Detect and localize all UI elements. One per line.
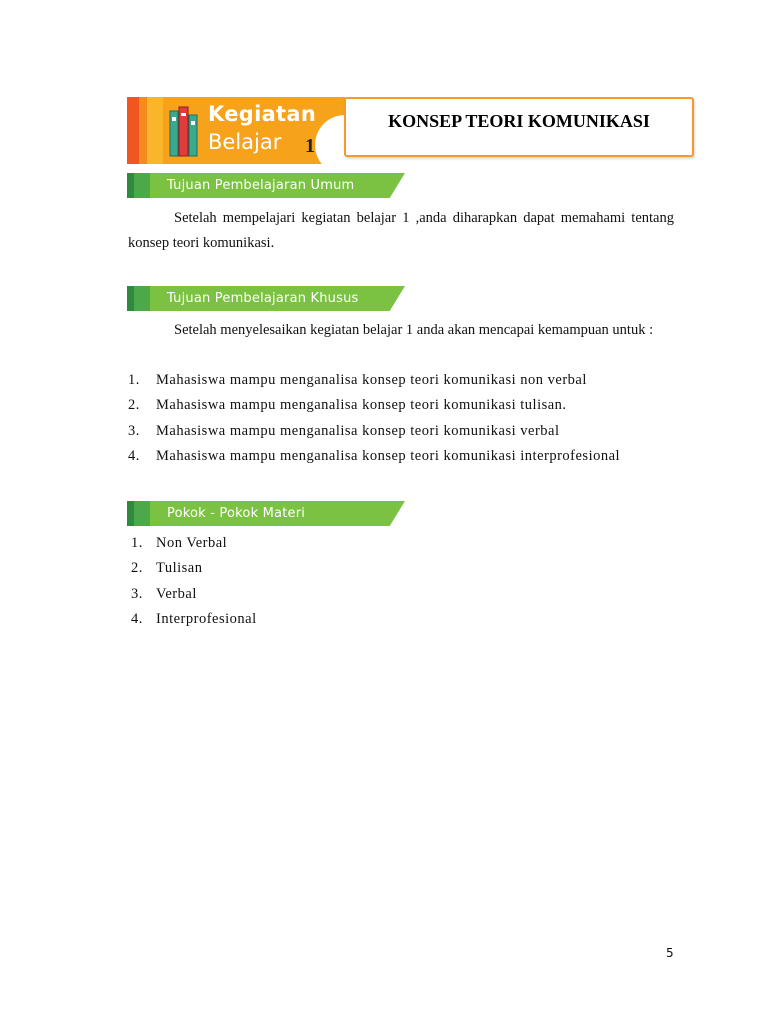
banner-belajar-label: Belajar <box>208 130 282 154</box>
section-tag-materi <box>127 501 405 526</box>
paragraph-khusus <box>128 318 674 343</box>
banner-number: 1 <box>305 135 315 157</box>
chapter-title: KONSEP TEORI KOMUNIKASI <box>388 110 650 131</box>
kegiatan-belajar-banner <box>127 97 345 164</box>
page-number: 5 <box>666 946 674 960</box>
section-heading-khusus: Tujuan Pembelajaran Khusus <box>167 291 359 306</box>
chapter-title-box <box>344 97 694 157</box>
paragraph-khusus-text: Setelah menyelesaikan kegiatan belajar 1 anda akan mencapai kemampuan untuk : <box>174 322 654 338</box>
paragraph-umum <box>128 206 674 256</box>
books-icon <box>169 105 199 157</box>
section-tag-umum <box>127 173 405 198</box>
banner-kegiatan-label: Kegiatan <box>208 102 317 126</box>
section-heading-materi: Pokok - Pokok Materi <box>167 506 306 521</box>
section-heading-umum: Tujuan Pembelajaran Umum <box>167 178 355 193</box>
paragraph-umum-text: Setelah mempelajari kegiatan belajar 1 ,anda diharapkan dapat memahami tentang konsep teori komunikasi. <box>128 210 674 251</box>
section-tag-khusus <box>127 286 405 311</box>
